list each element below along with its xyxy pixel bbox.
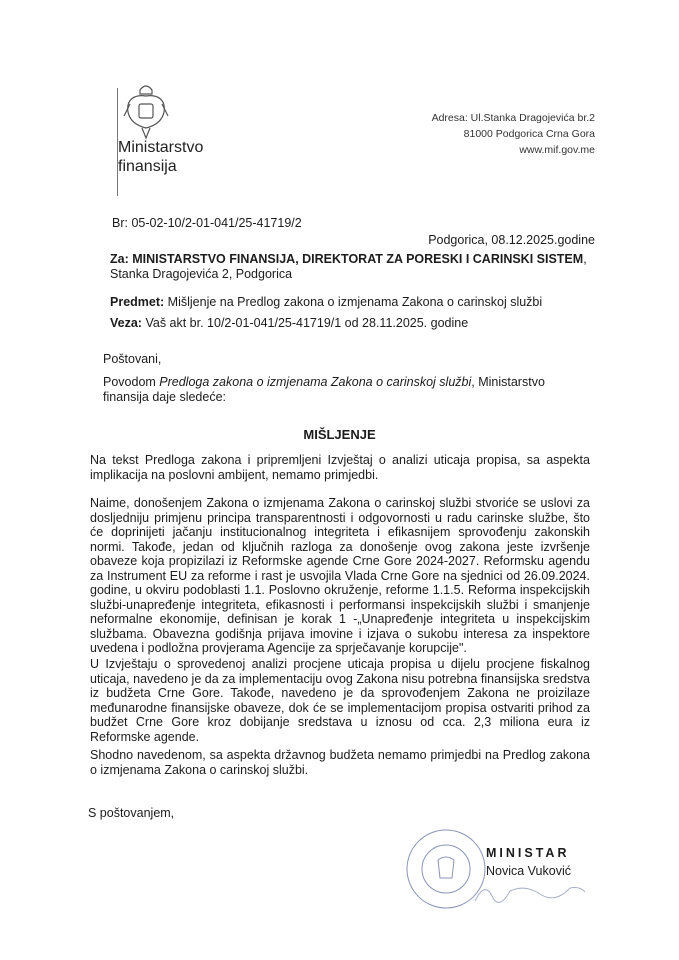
opinion-title: MIŠLJENJE	[303, 427, 376, 442]
subject-line	[110, 295, 542, 310]
recipient-name: MINISTARSTVO FINANSIJA, DIREKTORAT ZA PORESKI I CARINSKI SISTEM	[132, 252, 584, 266]
closing: S poštovanjem,	[88, 806, 175, 820]
predmet-text: Mišljenje na Predlog zakona o izmjenama Zakona o carinskoj službi	[167, 295, 543, 309]
intro-pre: Povodom	[103, 375, 160, 389]
veza-label: Veza:	[110, 316, 142, 330]
coat-of-arms-logo	[122, 82, 170, 140]
address-block	[432, 110, 595, 158]
address-city: 81000 Podgorica Crna Gora	[463, 128, 595, 140]
paragraph-1: Na tekst Predloga zakona i pripremljeni Izvještaj o analizi uticaja propisa, sa aspekta implikacija na poslovni ambijent, nemamo primjedbi.	[90, 453, 590, 482]
reference-number: Br: 05-02-10/2-01-041/25-41719/2	[112, 216, 302, 230]
ministry-name	[118, 138, 203, 176]
reference-line	[110, 316, 468, 331]
ministry-name-line2: finansija	[118, 158, 177, 175]
paragraph-2: Naime, donošenjem Zakona o izmjenama Zakona o carinskoj službi stvoriće se uslovi za dosljedniju primjenu principa transparentnosti i odgovornosti u radu carinske službe, što će doprinijeti jačanju institucionalnog integriteta i efikasnijem sprovođenju zakonskih normi. Takođe, jedan od ključnih razloga za donošenje ovog zakona jeste izvršenje obaveze koja propizilazi iz Reformske agende Crne Gore 2024-2027. Reformsku agendu za Instrument EU za reforme i rast je usvojila Vlada Crne Gore na sjednici od 26.09.2024. godine, u okviru podoblasti 1.1. Poslovno okruženje, reforme 1.1.5. Reforma inspekcijskih službi-unapređenje integriteta, efikasnosti i performansi inspekcijskih službi i smanjenje neformalne ekonomije, definisan je korak 1 -„Unapređenje integriteta u inspekcijskim službama. Obavezna godišnja prijava imovine i izjava o sukobu interesa za inspektore uvedena i podložna provjerama Agencije za sprječavanje korupcije".	[90, 496, 590, 655]
intro-law-title: Predloga zakona o izmjenama Zakona o carinskoj službi	[159, 375, 472, 389]
website-link[interactable]: www.mif.gov.me	[519, 144, 595, 156]
greeting: Poštovani,	[103, 352, 162, 366]
za-label: Za:	[110, 252, 129, 266]
handwritten-signature	[470, 876, 590, 906]
intro-paragraph	[103, 375, 593, 405]
recipient-line	[110, 252, 592, 282]
address-street: Adresa: Ul.Stanka Dragojevića br.2	[431, 112, 595, 124]
paragraph-3: U Izvještaju o sprovedenoj analizi procjene uticaja propisa u dijelu procjene fiskalnog uticaja, navedeno je da za implementaciju ovog Zakona nisu potrebna finansijska sredstva iz budžeta Crne Gore. Takođe, navedeno je da sprovođenjem Zakona ne proizilaze međunarodne finansijske obaveze, dok će se implementacijom propisa ostvariti prihod za budžet Crne Gore kroz dobijanje sredstava u iznosu od cca. 2,3 miliona eura iz Reformske agende.	[90, 657, 590, 744]
place-date: Podgorica, 08.12.2025.godine	[428, 233, 595, 247]
recipient-address: , Stanka Dragojevića 2, Podgorica	[110, 252, 587, 281]
predmet-label: Predmet:	[110, 295, 165, 309]
ministry-name-line1: Ministarstvo	[118, 139, 204, 156]
paragraph-4: Shodno navedenom, sa aspekta državnog budžeta nemamo primjedbi na Predlog zakona o izmjenama Zakona o carinskoj službi.	[90, 748, 590, 777]
signatory-name: Novica Vuković	[486, 864, 571, 878]
intro-post: , Ministarstvo finansija daje sledeće:	[103, 375, 545, 404]
signatory-title: MINISTAR	[486, 846, 570, 860]
veza-text: Vaš akt br. 10/2-01-041/25-41719/1 od 28.11.2025. godine	[145, 316, 469, 330]
